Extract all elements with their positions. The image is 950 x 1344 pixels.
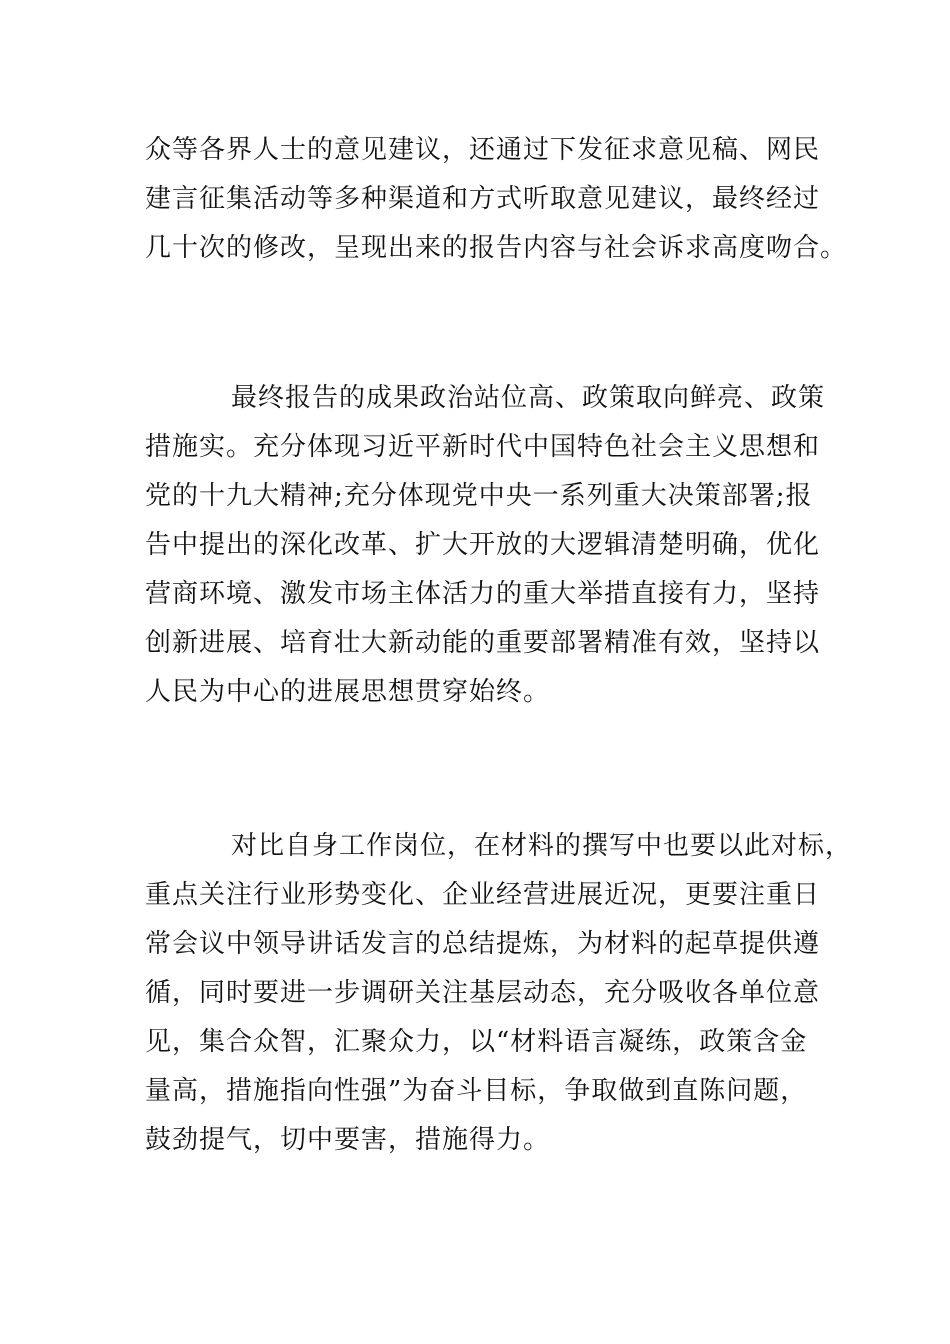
- paragraph-line: 党的十九大精神;充分体现党中央一系列重大决策部署;报: [145, 481, 813, 511]
- paragraph-line: 量高，措施指向性强”为奋斗目标，争取做到直陈问题，: [145, 1076, 808, 1106]
- paragraph-line: 几十次的修改，呈现出来的报告内容与社会诉求高度吻合。: [145, 233, 848, 263]
- paragraph-line: 营商环境、激发市场主体活力的重大举措直接有力，坚持: [145, 579, 821, 609]
- paragraph-line: 措施实。充分体现习近平新时代中国特色社会主义思想和: [145, 432, 821, 462]
- paragraph-line: 人民为中心的进展思想贯穿始终。: [145, 677, 551, 707]
- paragraph-line: 创新进展、培育壮大新动能的重要部署精准有效，坚持以: [145, 628, 821, 658]
- paragraph-line: 鼓劲提气，切中要害，措施得力。: [145, 1125, 551, 1155]
- paragraph-2: [145, 374, 825, 717]
- paragraph-line: 重点关注行业形势变化、企业经营进展近况，更要注重日: [145, 880, 821, 910]
- paragraph-line: 循，同时要进一步调研关注基层动态，充分吸收各单位意: [145, 978, 821, 1008]
- paragraph-line: 最终报告的成果政治站位高、政策取向鲜亮、政策: [231, 383, 826, 413]
- paragraph-line: 众等各界人士的意见建议，还通过下发征求意见稿、网民: [145, 135, 821, 165]
- paragraph-3: [145, 822, 853, 1165]
- paragraph-line: 建言征集活动等多种渠道和方式听取意见建议，最终经过: [145, 184, 821, 214]
- paragraph-line: 常会议中领导讲话发言的总结提炼，为材料的起草提供遵: [145, 929, 821, 959]
- paragraph-line: 见，集合众智，汇聚众力，以“材料语言凝练，政策含金: [145, 1027, 808, 1057]
- paragraph-1: [145, 126, 848, 273]
- paragraph-line: 对比自身工作岗位，在材料的撰写中也要以此对标，: [231, 831, 853, 861]
- paragraph-line: 告中提出的深化改革、扩大开放的大逻辑清楚明确，优化: [145, 530, 821, 560]
